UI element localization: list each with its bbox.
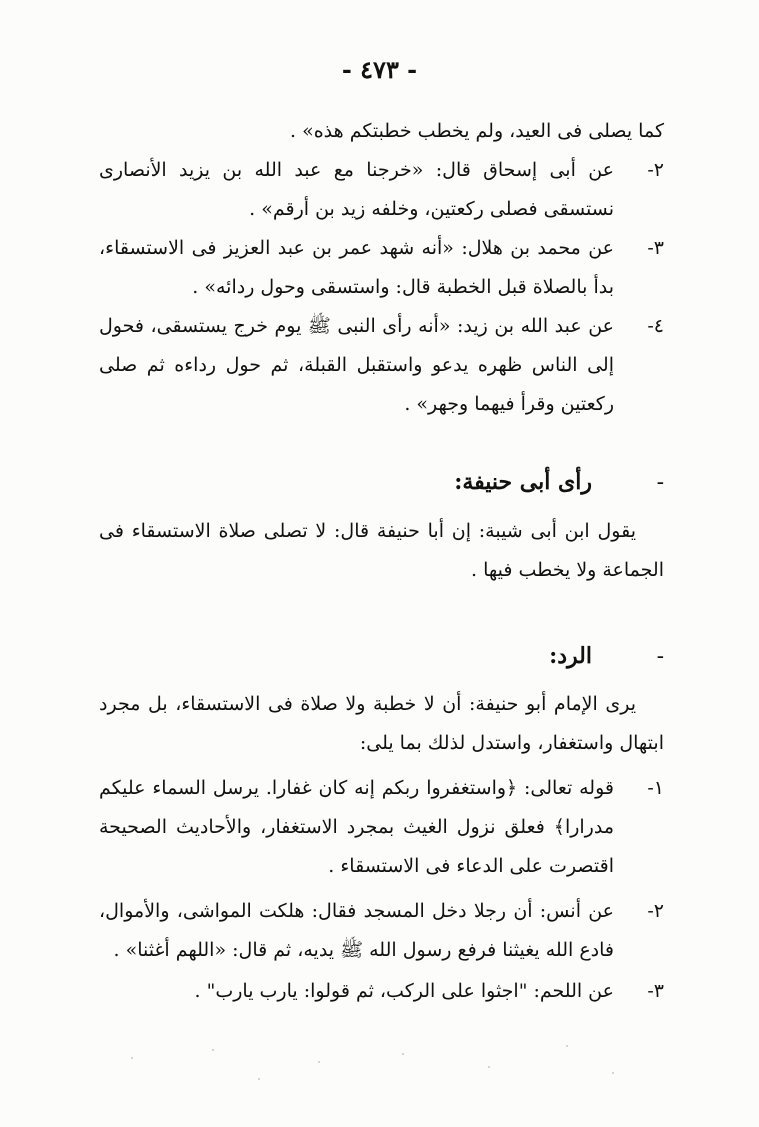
list-item: [99, 892, 664, 970]
list-item: [99, 229, 664, 307]
item-text: عن أنس: أن رجلا دخل المسجد فقال: هلكت المواشى، والأموال، فادع الله يغيثنا فرفع رسول الله ﷺ يديه، ثم قال: «اللهم أغثنا» .: [99, 900, 614, 961]
continuation-line: كما يصلى فى العيد، ولم يخطب خطبتكم هذه» .: [290, 120, 664, 142]
section-heading-opinion: [454, 462, 664, 503]
list-item: [99, 769, 664, 886]
item-number: ١-: [647, 777, 664, 799]
heading-dash: -: [656, 644, 664, 669]
scan-speck: [488, 1066, 490, 1068]
item-number: ٤-: [647, 315, 664, 337]
scan-speck: [612, 1072, 614, 1074]
list-item: [99, 151, 664, 229]
item-number: ٢-: [647, 159, 664, 181]
heading-dash: -: [656, 470, 664, 495]
item-text: عن أبى إسحاق قال: «خرجنا مع عبد الله بن يزيد الأنصارى نستسقى فصلى ركعتين، وخلفه زيد بن أرقم» .: [99, 159, 614, 220]
item-text: عن محمد بن هلال: «أنه شهد عمر بن عبد العزيز فى الاستسقاء، بدأ بالصلاة قبل الخطبة قال: واستسقى وحول ردائه» .: [99, 237, 614, 298]
heading-title: الرد:: [549, 643, 592, 669]
scan-speck: [258, 1078, 260, 1080]
section-heading-response: [549, 636, 664, 677]
response-paragraph: يرى الإمام أبو حنيفة: أن لا خطبة ولا صلاة فى الاستسقاء، بل مجرد ابتهال واستغفار، واستدل لذلك بما يلى:: [99, 693, 664, 754]
scan-speck: [402, 1053, 404, 1055]
scan-speck: [212, 1049, 214, 1051]
item-text: قوله تعالى: ﴿واستغفروا ربكم إنه كان غفارا. يرسل السماء عليكم مدرارا﴾ فعلق نزول الغيث بمجرد الاستغفار، والأحاديث الصحيحة اقتصرت على الدعاء فى الاستسقاء .: [99, 777, 614, 877]
list-item: [99, 972, 664, 1011]
scan-speck: [131, 1057, 133, 1059]
heading-title: رأى أبى حنيفة:: [454, 469, 592, 495]
item-number: ٣-: [647, 980, 664, 1002]
item-number: ٣-: [647, 237, 664, 259]
item-text: عن عبد الله بن زيد: «أنه رأى النبى ﷺ يوم خرج يستسقى، فحول إلى الناس ظهره يدعو واستقبل القبلة، ثم حول رداءه ثم صلى ركعتين وقرأ فيهما وجهر» .: [99, 315, 614, 415]
page-number: - ٤٧٣ -: [341, 55, 418, 84]
opinion-paragraph: يقول ابن أبى شيبة: إن أبا حنيفة قال: لا تصلى صلاة الاستسقاء فى الجماعة ولا يخطب فيها .: [99, 520, 664, 581]
item-number: ٢-: [647, 900, 664, 922]
list-item: [99, 307, 664, 424]
scan-speck: [566, 1045, 568, 1047]
item-text: عن اللحم: "اجثوا على الركب، ثم قولوا: يارب يارب" .: [194, 980, 614, 1002]
scan-speck: [318, 1061, 320, 1063]
